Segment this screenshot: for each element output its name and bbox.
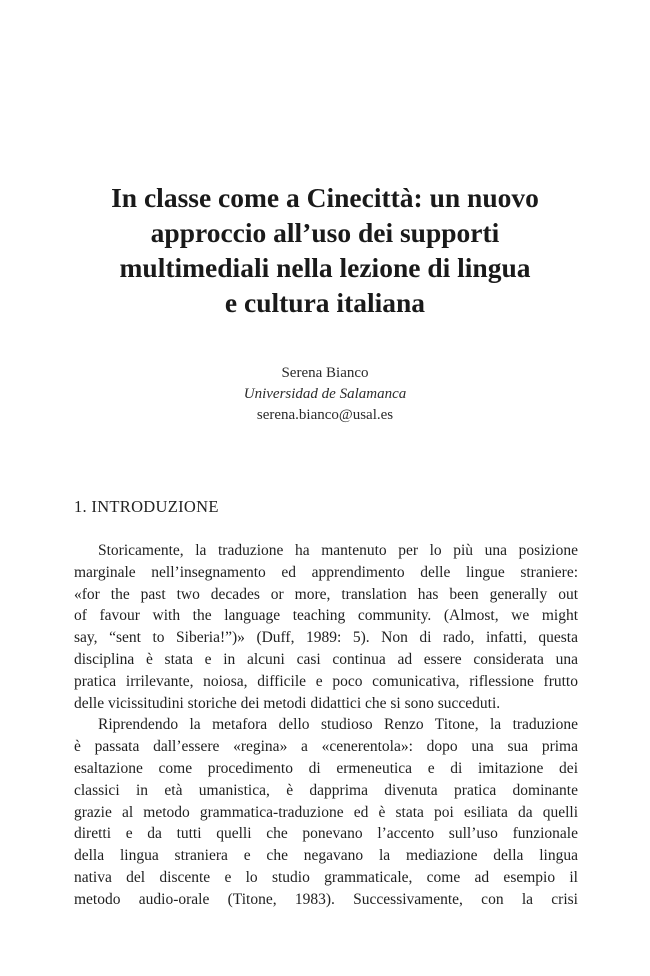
author-email: serena.bianco@usal.es [256,407,394,423]
text-line: of favour with the language teaching community. (Almost, we might [74,607,578,625]
section-heading: 1. INTRODUZIONE [74,497,219,516]
title-line: multimediali nella lezione di lingua [119,252,531,283]
text-line: diretti e da tutti quelli che ponevano l’accento sull’uso funzionale [74,825,578,843]
text-line: della lingua straniera e che negavano la mediazione della lingua [74,847,578,865]
text-line: say, “sent to Siberia!”)» (Duff, 1989: 5). Non di rado, infatti, questa [74,629,578,647]
paragraph [74,714,578,910]
title-line: e cultura italiana [224,287,426,318]
text-line: marginale nell’insegnamento ed apprendimento delle lingue straniere: [74,563,578,581]
text-line: Storicamente, la traduzione ha mantenuto per lo più una posizione [98,542,578,559]
text-line: disciplina è stata e in alcuni casi continua ad essere considerata una [74,650,578,668]
author-name: Serena Bianco [281,365,369,381]
text-line: Riprendendo la metafora dello studioso Renzo Titone, la traduzione [98,716,578,734]
title-line: approccio all’uso dei supporti [150,217,500,248]
text-line: grazie al metodo grammatica-traduzione ed è stata poi esiliata da quelli [74,803,578,821]
title-line: In classe come a Cinecittà: un nuovo [111,182,539,213]
text-line: nativa del discente e lo studio grammaticale, come ad esempio il [74,868,578,886]
text-line: delle vicissitudini storiche dei metodi didattici che si sono succeduti. [74,694,501,712]
paper-title [75,180,575,320]
text-line: è passata dall’essere «regina» a «cenerentola»: dopo una sua prima [74,738,578,756]
text-line: pratica irrilevante, noiosa, difficile e poco comunicativa, riflessione frutto [74,672,578,690]
text-line: esaltazione come procedimento di ermeneutica e di imitazione dei [74,759,578,777]
text-line: metodo audio-orale (Titone, 1983). Successivamente, con la crisi [74,890,578,908]
paragraph [74,540,578,714]
author-block [75,363,575,426]
text-line: «for the past two decades or more, translation has been generally out [74,585,578,603]
body-text [74,540,578,911]
text-line: classici in età umanistica, è dapprima divenuta pratica dominante [74,781,578,799]
author-affiliation: Universidad de Salamanca [243,386,407,402]
